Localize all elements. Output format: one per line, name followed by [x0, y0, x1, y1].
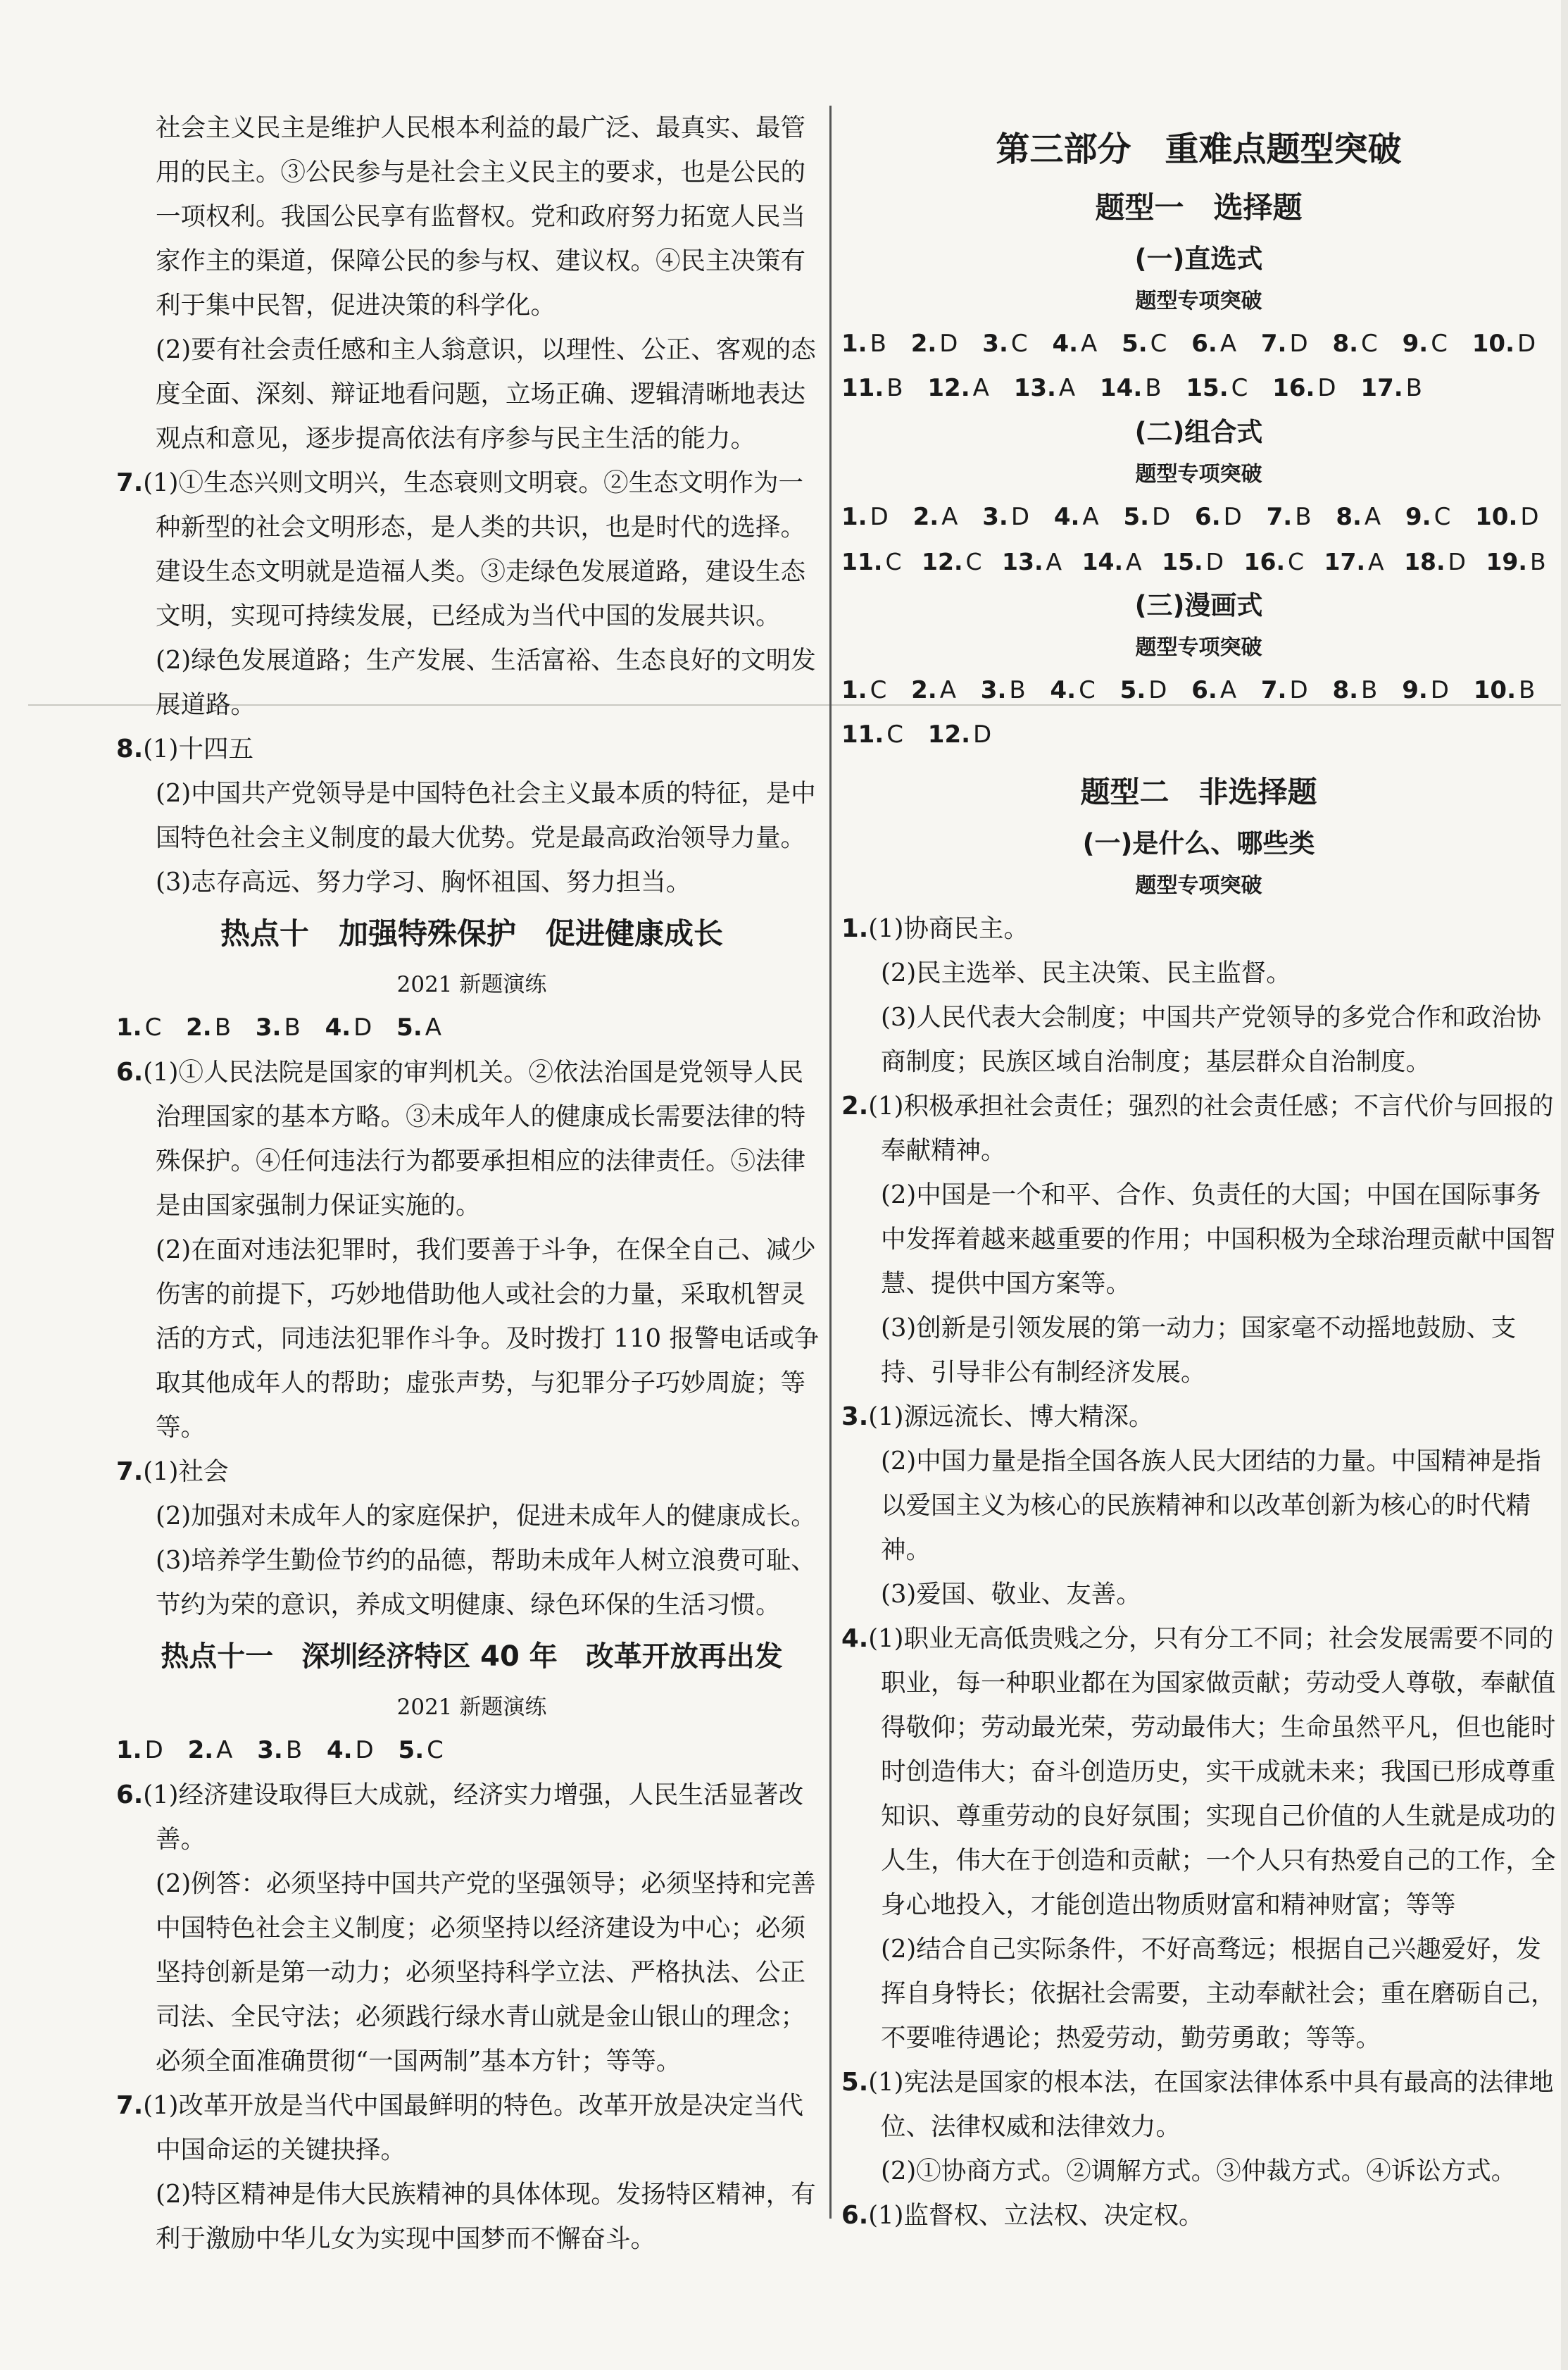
- mc-answer: 2. A: [187, 1736, 233, 1764]
- question-number: 8.: [116, 735, 144, 763]
- answer-text: (1)积极承担社会责任；强烈的社会责任感；不言代价与回报的奉献精神。: [868, 1092, 1554, 1165]
- mc-answer: 18. D: [1404, 548, 1466, 575]
- mc-answer: 5. C: [1122, 330, 1167, 358]
- hot10-question-7-part-3: (3)培养学生勤俭节约的品德，帮助未成年人树立浪费可耻、节约为荣的意识，养成文明健康、绿色环保的生活习惯。: [156, 1546, 816, 1619]
- answer-text: (1)职业无高低贵贱之分，只有分工不同；社会发展需要不同的职业，每一种职业都在为国家做贡献；劳动受人尊敬，奉献值得敬仰；劳动最光荣，劳动最伟大；生命虽然平凡，但也能时时创造伟大；奋斗创造历史，实干成就未来；我国已形成尊重知识、尊重劳动的良好氛围；实现自己价值的人生就是成功的人生，伟大在于创造和贡献；一个人只有热爱自己的工作，全身心地投入，才能创造出物质财富和精神财富；等等: [868, 1624, 1556, 1919]
- section-subtitle: 题型专项突破: [1135, 635, 1262, 660]
- mc-answer-row: [116, 1006, 827, 1050]
- mc-answer: 5. D: [1123, 503, 1171, 531]
- mc-answer: 3. D: [982, 503, 1029, 531]
- mc-answer: 13. A: [1002, 548, 1062, 575]
- mc-answer: 11. C: [841, 548, 902, 575]
- hot10-question-6-part-2: (2)在面对违法犯罪时，我们要善于斗争，在保全自己、减少伤害的前提下，巧妙地借助他人或社会的力量，采取机智灵活的方式，同违法犯罪作斗争。及时拨打 110 报警电话或争取其他成年人的帮助；虚张声势，与犯罪分子巧妙周旋；等等。: [156, 1235, 820, 1442]
- question-8-part-3: (3)志存高远、努力学习、胸怀祖国、努力担当。: [156, 868, 691, 897]
- mc-answer: 2. D: [910, 330, 958, 358]
- type2-question-5-part-1: [841, 2060, 1556, 2149]
- mc-answer: 12. D: [927, 721, 992, 749]
- mc-answer: 5. D: [1119, 676, 1167, 704]
- type2-question-3-part-2: (2)中国力量是指全国各族人民大团结的力量。中国精神是指以爱国主义为核心的民族精神和以改革创新为核心的时代精神。: [881, 1447, 1541, 1564]
- type2-question-2-part-2: (2)中国是一个和平、合作、负责任的大国；中国在国际事务中发挥着越来越重要的作用；中国积极为全球治理贡献中国智慧、提供中国方案等。: [881, 1180, 1556, 1298]
- answer-text: (1)宪法是国家的根本法，在国家法律体系中具有最高的法律地位、法律权威和法律效力。: [868, 2068, 1554, 2141]
- question-number: 6.: [116, 1058, 144, 1087]
- answer-text: (1)监督权、立法权、决定权。: [868, 2201, 1204, 2230]
- mc-answer: 19. B: [1486, 548, 1546, 575]
- type2-question-1-part-1: [841, 906, 1556, 951]
- mc-answer: 13. A: [1013, 374, 1076, 402]
- section-title: (三)漫画式: [1134, 590, 1263, 620]
- hot11-question-6-part-1: [116, 1773, 827, 1861]
- mc-answer: 11. B: [841, 374, 903, 402]
- mc-answer: 15. C: [1186, 374, 1248, 402]
- hot10-question-6-part-1: [116, 1050, 827, 1228]
- question-number: 7.: [116, 468, 144, 497]
- mc-answer: 12. C: [922, 548, 982, 575]
- mc-answer: 8. B: [1332, 676, 1378, 704]
- mc-answer-row: [116, 1728, 827, 1773]
- answer-text: (1)十四五: [143, 735, 253, 763]
- hot-topic-10-title: 热点十 加强特殊保护 促进健康成长: [220, 916, 723, 951]
- type2-question-2-part-3: (3)创新是引领发展的第一动力；国家毫不动摇地鼓励、支持、引导非公有制经济发展。: [881, 1314, 1517, 1387]
- mc-answer: 6. A: [1191, 330, 1237, 358]
- column-divider: [829, 106, 832, 2219]
- type2-question-1-part-3: (3)人民代表大会制度；中国共产党领导的多党合作和政治协商制度；民族区域自治制度；基层群众自治制度。: [881, 1003, 1541, 1076]
- section-subtitle: 题型专项突破: [1135, 873, 1262, 898]
- mc-answer: 3. C: [982, 330, 1028, 358]
- mc-answer: 1. D: [116, 1736, 163, 1764]
- mc-answer: 8. C: [1332, 330, 1378, 358]
- answer-text: (1)协商民主。: [868, 914, 1029, 943]
- answer-paragraph: 社会主义民主是维护人民根本利益的最广泛、最真实、最管用的民主。③公民参与是社会主义民主的要求，也是公民的一项权利。我国公民享有监督权。党和政府努力拓宽人民当家作主的渠道，保障公民的参与权、建议权。④民主决策有利于集中民智，促进决策的科学化。: [156, 113, 806, 320]
- mc-answer: 17. B: [1360, 374, 1422, 402]
- mc-answer: 16. D: [1272, 374, 1336, 402]
- type2-question-1-part-2: (2)民主选举、民主决策、民主监督。: [881, 959, 1291, 987]
- mc-answer: 5. C: [398, 1736, 444, 1764]
- page-edge: [1561, 0, 1568, 2370]
- mc-answer-row: [841, 366, 1556, 411]
- mc-answer: 9. C: [1405, 503, 1451, 531]
- mc-answer-row: [841, 668, 1556, 713]
- mc-answer: 5. A: [396, 1014, 441, 1042]
- answer-text: (1)源远流长、博大精深。: [868, 1402, 1154, 1431]
- mc-answer: 4. D: [325, 1014, 372, 1042]
- question-8-part-2: (2)中国共产党领导是中国特色社会主义最本质的特征，是中国特色社会主义制度的最大优势。党是最高政治领导力量。: [156, 779, 816, 852]
- mc-answer: 1. C: [841, 676, 887, 704]
- mc-answer: 6. A: [1191, 676, 1237, 704]
- section-title: (一)直选式: [1134, 244, 1263, 274]
- type2-question-5-part-2: (2)①协商方式。②调解方式。③仲裁方式。④诉讼方式。: [881, 2157, 1517, 2185]
- mc-answer: 9. C: [1402, 330, 1448, 358]
- mc-answer: 15. D: [1162, 548, 1224, 575]
- mc-answer: 1. C: [116, 1014, 162, 1042]
- mc-answer: 4. A: [1052, 330, 1098, 358]
- question-number: 2.: [841, 1092, 869, 1121]
- answer-text: (1)改革开放是当代中国最鲜明的特色。改革开放是决定当代中国命运的关键抉择。: [143, 2091, 803, 2164]
- mc-answer-row: [841, 713, 1556, 757]
- mc-answer: 3. B: [257, 1736, 303, 1764]
- mc-answer: 17. A: [1324, 548, 1384, 575]
- mc-answer: 14. B: [1100, 374, 1162, 402]
- hot-topic-11-title: 热点十一 深圳经济特区 40 年 改革开放再出发: [161, 1640, 783, 1673]
- mc-answer: 10. D: [1475, 503, 1539, 531]
- answer-text: (1)①生态兴则文明兴，生态衰则文明衰。②生态文明作为一种新型的社会文明形态，是人类的共识，也是时代的选择。建设生态文明就是造福人类。③走绿色发展道路，建设生态文明，实现可持续发展，已经成为当代中国的发展共识。: [143, 468, 806, 630]
- mc-answer: 14. A: [1081, 548, 1142, 575]
- mc-answer: 3. B: [980, 676, 1026, 704]
- question-number: 3.: [841, 1402, 869, 1431]
- type2-question-2-part-1: [841, 1084, 1556, 1173]
- question-number: 7.: [116, 1457, 144, 1486]
- question-number: 4.: [841, 1624, 869, 1653]
- mc-answer: 1. D: [841, 503, 889, 531]
- mc-answer: 11. C: [841, 721, 903, 749]
- question-type-1-title: 题型一 选择题: [1095, 190, 1303, 225]
- section-title: (一)是什么、哪些类: [1082, 828, 1315, 859]
- left-column: [116, 106, 827, 2261]
- mc-answer: 16. C: [1243, 548, 1305, 575]
- question-number: 5.: [841, 2068, 869, 2097]
- mc-answer: 8. A: [1336, 503, 1381, 531]
- hot-topic-11-subtitle: 2021 新题演练: [396, 1695, 547, 1720]
- mc-answer: 6. D: [1195, 503, 1242, 531]
- answer-text: (1)①人民法院是国家的审判机关。②依法治国是党领导人民治理国家的基本方略。③未成年人的健康成长需要法律的特殊保护。④任何违法行为都要承担相应的法律责任。⑤法律是由国家强制力保证实施的。: [143, 1058, 806, 1220]
- mc-answer: 9. D: [1402, 676, 1449, 704]
- mc-answer: 2. B: [186, 1014, 232, 1042]
- answer-paragraph: (2)要有社会责任感和主人翁意识，以理性、公正、客观的态度全面、深刻、辩证地看问题，立场正确、逻辑清晰地表达观点和意见，逐步提高依法有序参与民主生活的能力。: [156, 335, 816, 453]
- hot-topic-10-subtitle: 2021 新题演练: [396, 972, 547, 997]
- question-7-part-2: (2)绿色发展道路；生产发展、生活富裕、生态良好的文明发展道路。: [156, 646, 816, 719]
- mc-answer: 10. B: [1473, 676, 1536, 704]
- hot10-question-7-part-1: [116, 1449, 827, 1494]
- mc-answer: 10. D: [1472, 330, 1536, 358]
- mc-answer-row: [841, 540, 1556, 584]
- section-subtitle: 题型专项突破: [1135, 289, 1262, 313]
- question-type-2-title: 题型二 非选择题: [1080, 775, 1317, 809]
- hot11-question-7-part-2: (2)特区精神是伟大民族精神的具体体现。发扬特区精神，有利于激励中华儿女为实现中国梦而不懈奋斗。: [156, 2180, 816, 2253]
- question-number: 1.: [841, 914, 869, 943]
- type2-question-6-part-1: [841, 2193, 1556, 2238]
- mc-answer: 7. B: [1266, 503, 1312, 531]
- type2-question-3-part-3: (3)爱国、敬业、友善。: [881, 1580, 1141, 1609]
- right-column: [841, 116, 1556, 2238]
- type2-question-4-part-1: [841, 1616, 1556, 1927]
- answer-text: (1)社会: [143, 1457, 229, 1486]
- mc-answer-row: [841, 322, 1556, 366]
- mc-answer: 2. A: [911, 676, 956, 704]
- answer-text: (1)经济建设取得巨大成就，经济实力增强，人民生活显著改善。: [143, 1780, 803, 1854]
- hot11-question-7-part-1: [116, 2083, 827, 2172]
- question-8-part-1: [116, 727, 827, 771]
- mc-answer: 7. D: [1260, 330, 1308, 358]
- mc-answer: 7. D: [1260, 676, 1308, 704]
- part-title: 第三部分 重难点题型突破: [996, 130, 1402, 169]
- mc-answer: 4. C: [1050, 676, 1096, 704]
- mc-answer: 12. A: [927, 374, 989, 402]
- type2-question-3-part-1: [841, 1395, 1556, 1439]
- mc-answer: 1. B: [841, 330, 886, 358]
- question-number: 6.: [841, 2201, 869, 2230]
- question-7-part-1: [116, 461, 827, 638]
- question-number: 6.: [116, 1780, 144, 1809]
- question-number: 7.: [116, 2091, 144, 2120]
- section-subtitle: 题型专项突破: [1135, 462, 1262, 487]
- hot11-question-6-part-2: (2)例答：必须坚持中国共产党的坚强领导；必须坚持和完善中国特色社会主义制度；必须坚持以经济建设为中心；必须坚持创新是第一动力；必须坚持科学立法、严格执法、公正司法、全民守法；必须践行绿水青山就是金山银山的理念；必须全面准确贯彻“一国两制”基本方针；等等。: [156, 1869, 816, 2076]
- section-title: (二)组合式: [1134, 417, 1263, 447]
- mc-answer: 4. A: [1053, 503, 1099, 531]
- mc-answer: 4. D: [326, 1736, 374, 1764]
- mc-answer: 2. A: [912, 503, 958, 531]
- hot10-question-7-part-2: (2)加强对未成年人的家庭保护，促进未成年人的健康成长。: [156, 1502, 816, 1530]
- mc-answer-row: [841, 495, 1556, 540]
- mc-answer: 3. B: [255, 1014, 301, 1042]
- type2-question-4-part-2: (2)结合自己实际条件，不好高骛远；根据自己兴趣爱好，发挥自身特长；依据社会需要，主动奉献社会；重在磨砺自己，不要唯待遇论；热爱劳动，勤劳勇敢；等等。: [881, 1935, 1556, 2052]
